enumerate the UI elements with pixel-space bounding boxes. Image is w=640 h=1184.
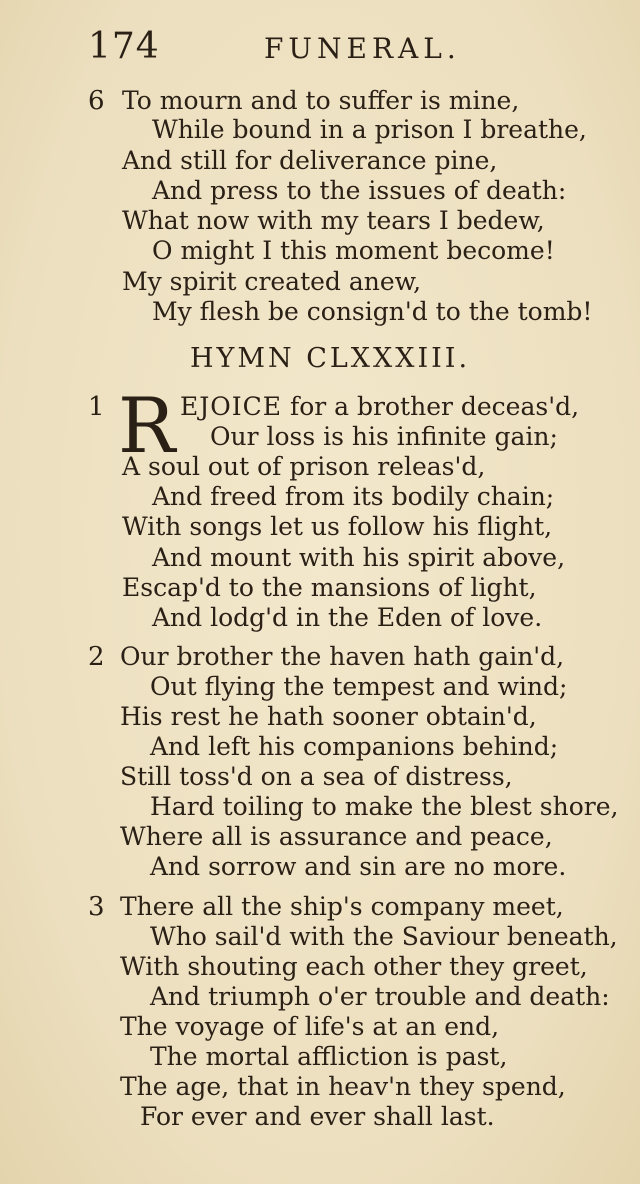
stanza-number: 6 — [88, 86, 105, 116]
drop-cap: R — [118, 381, 176, 470]
verse-line: While bound in a prison I breathe, — [152, 115, 587, 144]
stanza-number: 2 — [88, 642, 105, 672]
verse-line: And mount with his spirit above, — [152, 543, 566, 572]
verse-line: My flesh be consign'd to the tomb! — [152, 297, 593, 326]
verse-line: With shouting each other they greet, — [120, 952, 588, 981]
verse-line: O might I this moment become! — [152, 236, 555, 265]
verse-line: His rest he hath sooner obtain'd, — [120, 702, 537, 731]
page-number: 174 — [88, 26, 160, 67]
first-word-rest: EJOICE — [180, 392, 283, 421]
verse-line: What now with my tears I bedew, — [122, 206, 545, 235]
verse-line: Hard toiling to make the blest shore, — [150, 792, 619, 821]
verse-line: To mourn and to suffer is mine, — [122, 86, 520, 115]
stanza-number: 1 — [88, 392, 105, 422]
verse-line: And still for deliverance pine, — [122, 146, 498, 175]
verse-line: Out flying the tempest and wind; — [150, 672, 568, 701]
verse-line: And triumph o'er trouble and death: — [150, 982, 610, 1011]
verse-line-text: for a brother deceas'd, — [289, 392, 580, 421]
verse-line: And freed from its bodily chain; — [152, 482, 555, 511]
running-title: FUNERAL. — [264, 32, 461, 65]
verse-line: Our brother the haven hath gain'd, — [120, 642, 565, 671]
verse-line: And left his companions behind; — [150, 732, 559, 761]
verse-line: A soul out of prison releas'd, — [122, 452, 486, 481]
verse-line: The mortal affliction is past, — [150, 1042, 508, 1071]
verse-line-first — [180, 392, 579, 422]
stanza-number: 3 — [88, 892, 105, 922]
verse-line: And sorrow and sin are no more. — [150, 852, 567, 881]
verse-line: For ever and ever shall last. — [140, 1102, 495, 1131]
hymn-title: HYMN CLXXXIII. — [190, 343, 471, 374]
verse-line: Who sail'd with the Saviour beneath, — [150, 922, 618, 951]
verse-line: The voyage of life's at an end, — [120, 1012, 500, 1041]
verse-line: And press to the issues of death: — [152, 176, 567, 205]
verse-line: Where all is assurance and peace, — [120, 822, 553, 851]
verse-line: My spirit created anew, — [122, 267, 422, 296]
verse-line: The age, that in heav'n they spend, — [120, 1072, 566, 1101]
verse-line: With songs let us follow his flight, — [122, 512, 553, 541]
verse-line: Still toss'd on a sea of distress, — [120, 762, 513, 791]
verse-line: There all the ship's company meet, — [120, 892, 564, 921]
verse-line: And lodg'd in the Eden of love. — [152, 603, 543, 632]
verse-line: Our loss is his infinite gain; — [210, 422, 558, 451]
verse-line: Escap'd to the mansions of light, — [122, 573, 537, 602]
page-header — [88, 26, 490, 74]
